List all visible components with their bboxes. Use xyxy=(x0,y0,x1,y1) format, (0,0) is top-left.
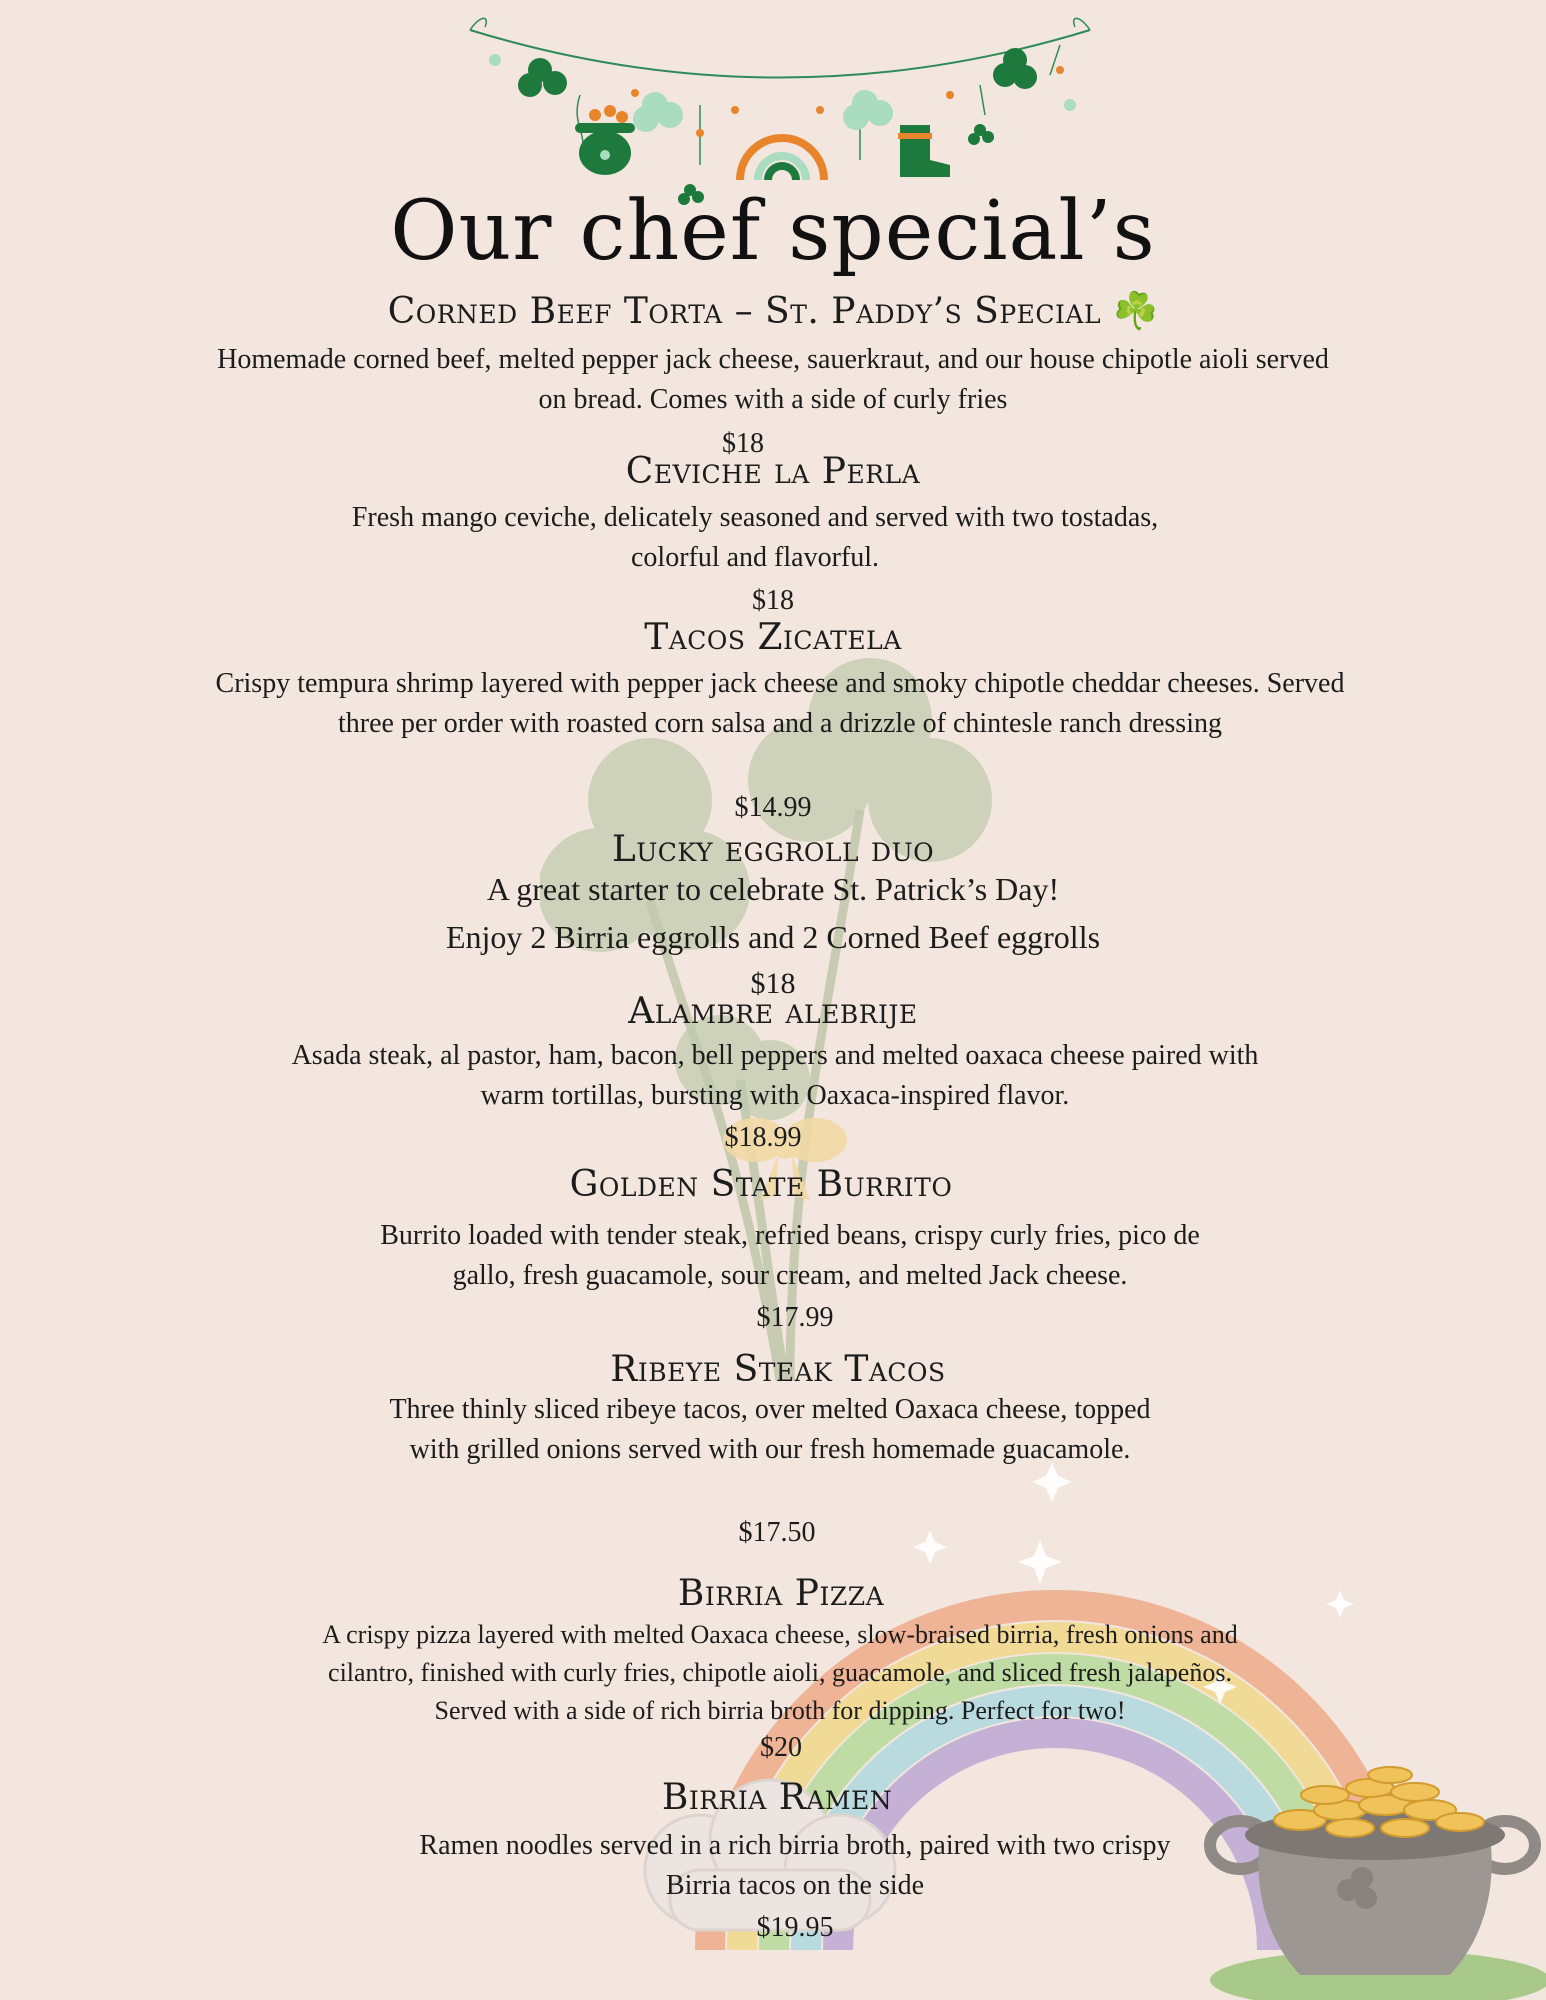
item-price-golden-state-burrito: $17.99 xyxy=(756,1302,834,1333)
item-desc-golden-state-burrito: Burrito loaded with tender steak, refried beans, crispy curly fries, pico de gallo, fresh guacamole, sour cream, and melted Jack cheese. xyxy=(380,1220,1200,1291)
item-desc-tacos-zicatela: Crispy tempura shrimp layered with pepper jack cheese and smoky chipotle cheddar cheeses. Served three per order with roasted corn salsa and a drizzle of chintesle ranch dressing xyxy=(215,668,1345,739)
item-desc-lucky-eggroll-duo-2: Enjoy 2 Birria eggrolls and 2 Corned Beef eggrolls xyxy=(445,919,1101,955)
item-desc-alambre-alebrije: Asada steak, al pastor, ham, bacon, bell peppers and melted oaxaca cheese paired with warm tortillas, bursting with Oaxaca-inspired flavor. xyxy=(291,1040,1259,1111)
item-price-ribeye-steak-tacos: $17.50 xyxy=(738,1517,816,1548)
item-price-alambre-alebrije: $18.99 xyxy=(724,1122,802,1153)
item-name-ribeye-steak-tacos: Ribeye Steak Tacos xyxy=(610,1349,946,1390)
page-title: Our chef special’s xyxy=(390,184,1156,279)
item-price-birria-ramen: $19.95 xyxy=(756,1912,834,1943)
item-name-lucky-eggroll-duo: Lucky eggroll duo xyxy=(611,829,935,870)
item-desc-birria-pizza: A crispy pizza layered with melted Oaxaca cheese, slow-braised birria, fresh onions and cilantro, finished with curly fries, chipotle aioli, guacamole, and sliced fresh jalapeños. Served with a side of rich birria broth for dipping. Perfect for two! xyxy=(322,1620,1238,1725)
item-name-corned-beef-torta: Corned Beef Torta – St. Paddy’s Special ☘️ xyxy=(387,291,1159,332)
item-price-corned-beef-torta: $18 xyxy=(722,428,764,459)
item-price-tacos-zicatela: $14.99 xyxy=(734,792,812,823)
item-name-golden-state-burrito: Golden State Burrito xyxy=(569,1164,953,1205)
item-desc-ceviche-la-perla: Fresh mango ceviche, delicately seasoned and served with two tostadas, colorful and flavorful. xyxy=(351,502,1159,573)
item-desc-lucky-eggroll-duo: A great starter to celebrate St. Patrick’s Day! xyxy=(486,871,1060,907)
item-name-tacos-zicatela: Tacos Zicatela xyxy=(644,617,902,658)
item-price-ceviche-la-perla: $18 xyxy=(752,585,794,616)
item-name-birria-pizza: Birria Pizza xyxy=(677,1573,885,1614)
item-price-lucky-eggroll-duo: $18 xyxy=(750,967,796,1000)
item-name-birria-ramen: Birria Ramen xyxy=(661,1777,893,1818)
item-name-ceviche-la-perla: Ceviche la Perla xyxy=(625,451,921,492)
item-desc-birria-ramen: Ramen noodles served in a rich birria broth, paired with two crispy Birria tacos on the side xyxy=(419,1830,1171,1901)
item-desc-ribeye-steak-tacos: Three thinly sliced ribeye tacos, over melted Oaxaca cheese, topped with grilled onions served with our fresh homemade guacamole. xyxy=(389,1394,1151,1465)
item-name-alambre-alebrije: Alambre alebrije xyxy=(628,991,918,1032)
item-desc-corned-beef-torta: Homemade corned beef, melted pepper jack cheese, sauerkraut, and our house chipotle aioli served on bread. Comes with a side of curly fries xyxy=(217,344,1329,415)
item-price-birria-pizza: $20 xyxy=(760,1732,802,1763)
